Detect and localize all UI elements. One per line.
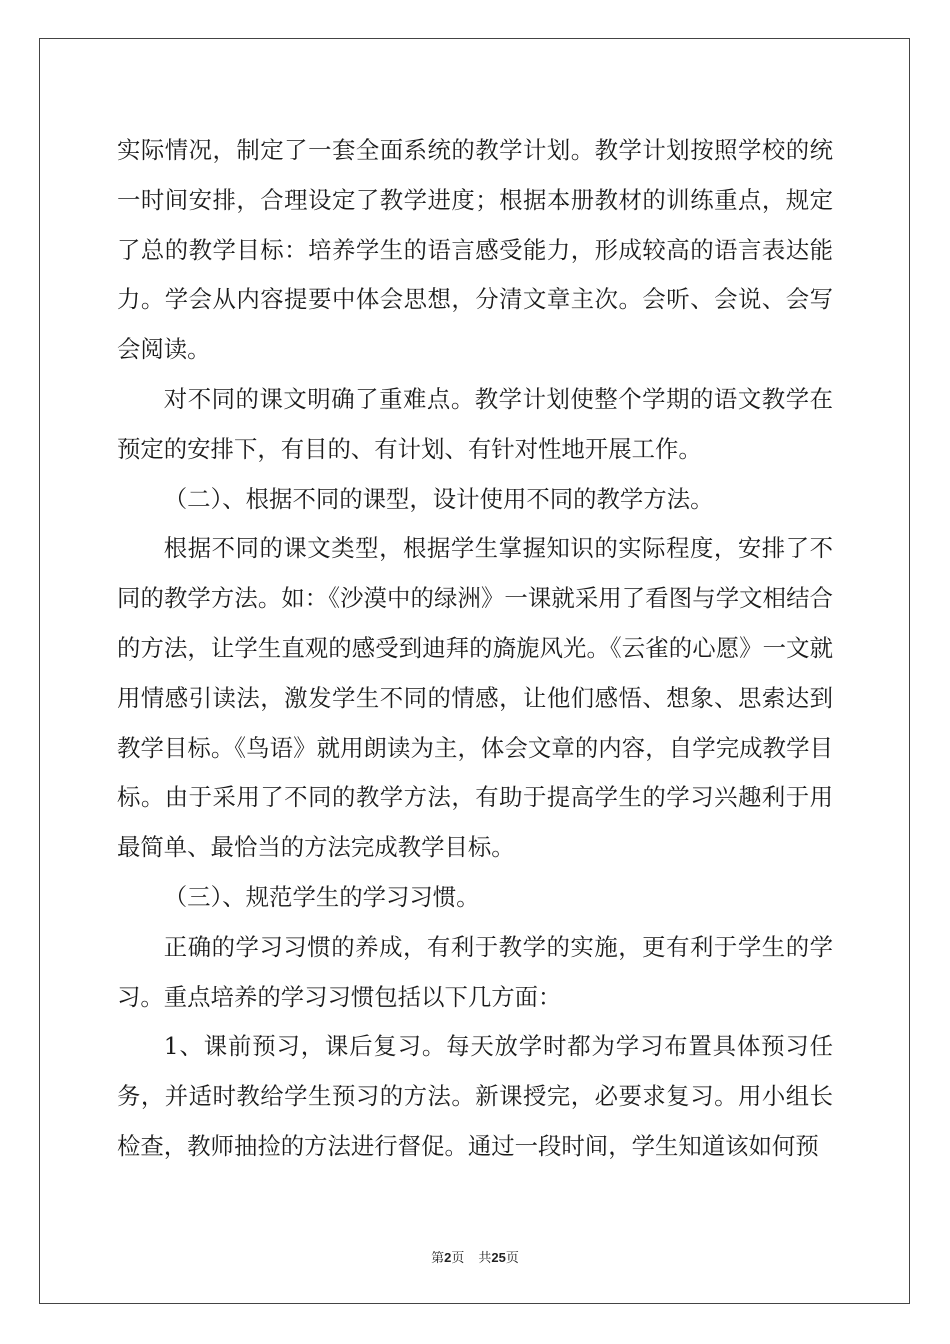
section-heading-2: （二）、根据不同的课型，设计使用不同的教学方法。 bbox=[163, 484, 714, 513]
paragraph-3: 根据不同的课文类型，根据学生掌握知识的实际程度，安排了不同的教学方法。如：《沙漠中的绿洲》一课就采用了看图与学文相结合的方法，让学生直观的感受到迪拜的旖旎风光。《云雀的心愿》一文就用情感引读法，激发学生不同的情感，让他们感悟、想象、思索达到教学目标。《鸟语》就用朗读为主，体会文章的内容，自学完成教学目标。由于采用了不同的教学方法，有助于提高学生的学习兴趣利于用最简单、最恰当的方法完成教学目标。 bbox=[117, 534, 833, 862]
paragraph-4: 正确的学习习惯的养成，有利于教学的实施，更有利于学生的学习。重点培养的学习习惯包括以下几方面： bbox=[117, 932, 833, 1011]
page-footer bbox=[0, 1247, 950, 1266]
footer-page-suffix: 页 bbox=[451, 1251, 465, 1266]
footer-total-suffix: 页 bbox=[505, 1251, 519, 1266]
paragraph-1: 实际情况，制定了一套全面系统的教学计划。教学计划按照学校的统一时间安排，合理设定了教学进度；根据本册教材的训练重点，规定了总的教学目标：培养学生的语言感受能力，形成较高的语言表达能力。学会从内容提要中体会思想，分清文章主次。会听、会说、会写会阅读。 bbox=[117, 136, 833, 364]
paragraph-5: 1、课前预习，课后复习。每天放学时都为学习布置具体预习任务，并适时教给学生预习的方法。新课授完，必要求复习。用小组长检查，教师抽捡的方法进行督促。通过一段时间，学生知道该如何预 bbox=[117, 1032, 833, 1160]
paragraph-2: 对不同的课文明确了重难点。教学计划使整个学期的语文教学在预定的安排下，有目的、有计划、有针对性地开展工作。 bbox=[117, 384, 833, 463]
footer-total-prefix: 共 bbox=[478, 1251, 492, 1266]
section-heading-3: （三）、规范学生的学习习惯。 bbox=[163, 882, 480, 911]
document-body bbox=[117, 126, 833, 1172]
footer-page-prefix: 第 bbox=[431, 1251, 445, 1266]
footer-page-number: 2 bbox=[444, 1250, 452, 1265]
footer-total-pages: 25 bbox=[491, 1250, 506, 1265]
